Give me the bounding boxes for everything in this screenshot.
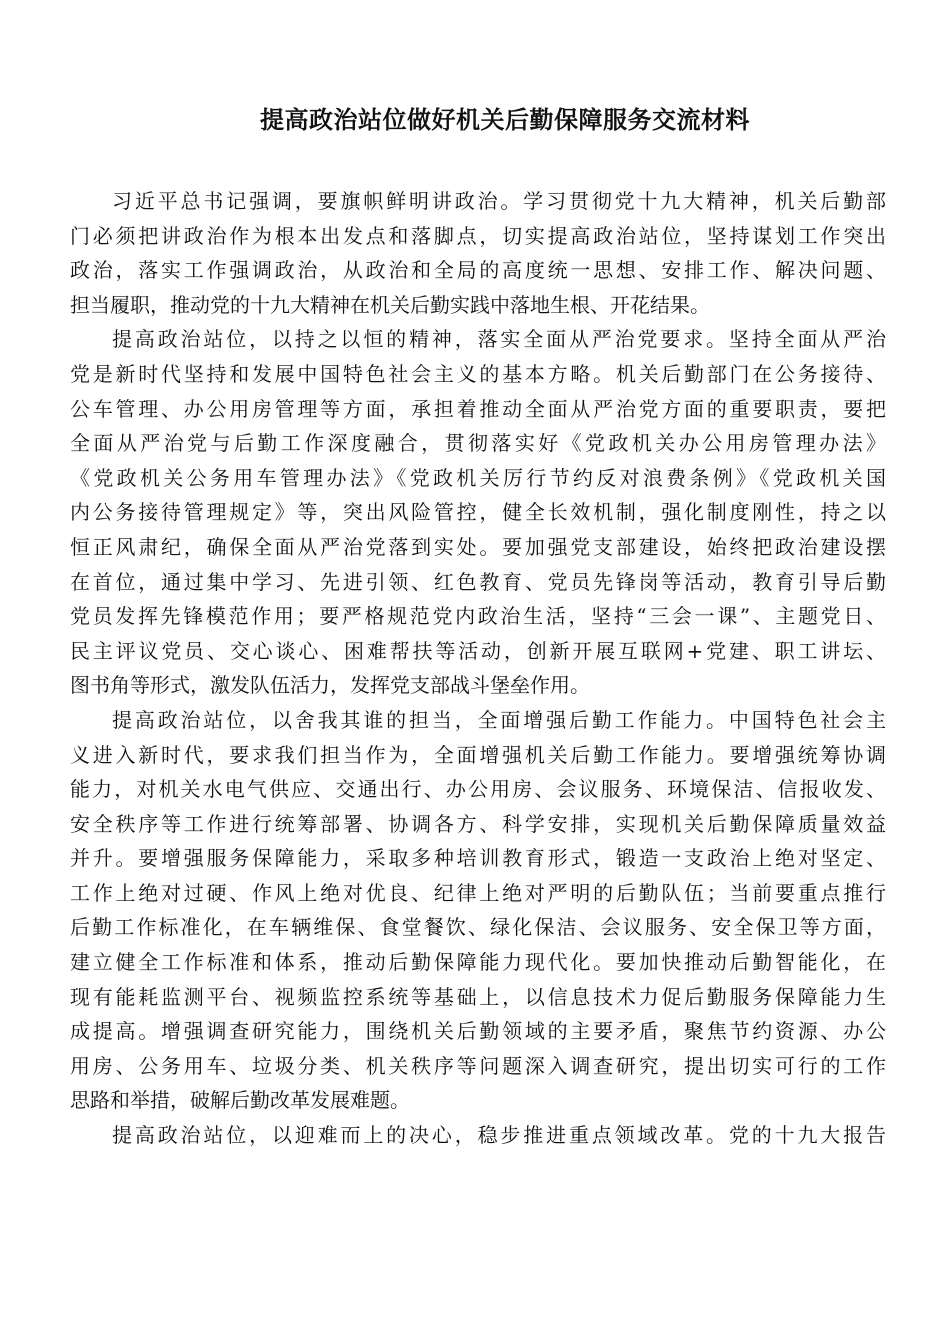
text-line: 《党政机关公务用车管理办法》《党政机关厉行节约反对浪费条例》《党政机关国 <box>70 465 886 490</box>
text-line: 提高政治站位，以迎难而上的决心，稳步推进重点领域改革。党的十九大报告 <box>112 1123 886 1148</box>
document-body <box>70 184 886 1153</box>
text-line: 现有能耗监测平台、视频监控系统等基础上，以信息技术力促后勤服务保障能力生 <box>70 984 886 1009</box>
text-line: 并升。要增强服务保障能力，采取多种培训教育形式，锻造一支政治上绝对坚定、 <box>70 846 886 871</box>
paragraph-1 <box>70 184 886 322</box>
text-line: 义进入新时代，要求我们担当作为，全面增强机关后勤工作能力。要增强统筹协调 <box>70 742 886 767</box>
paragraph-4 <box>70 1118 886 1153</box>
text-line: 政治，落实工作强调政治，从政治和全局的高度统一思想、安排工作、解决问题、 <box>70 258 886 283</box>
text-line: 习近平总书记强调，要旗帜鲜明讲政治。学习贯彻党十九大精神，机关后勤部 <box>112 189 886 213</box>
text-line: 后勤工作标准化，在车辆维保、食堂餐饮、绿化保洁、会议服务、安全保卫等方面， <box>70 915 886 940</box>
text-line: 门必须把讲政治作为根本出发点和落脚点，切实提高政治站位，坚持谋划工作突出 <box>70 223 886 248</box>
text-line: 能力，对机关水电气供应、交通出行、办公用房、会议服务、环境保洁、信报收发、 <box>70 777 886 802</box>
paragraph-3 <box>70 703 886 1118</box>
text-line: 成提高。增强调查研究能力，围绕机关后勤领域的主要矛盾，聚焦节约资源、办公 <box>70 1019 886 1044</box>
text-line: 图书角等形式，激发队伍活力，发挥党支部战斗堡垒作用。 <box>70 673 590 698</box>
text-line: 民主评议党员、交心谈心、困难帮扶等活动，创新开展互联网+党建、职工讲坛、 <box>70 638 886 663</box>
text-line: 党是新时代坚持和发展中国特色社会主义的基本方略。机关后勤部门在公务接待、 <box>70 361 886 386</box>
text-line: 在首位，通过集中学习、先进引领、红色教育、党员先锋岗等活动，教育引导后勤 <box>70 569 886 594</box>
text-line: 提高政治站位，以舍我其谁的担当，全面增强后勤工作能力。中国特色社会主 <box>112 707 886 732</box>
text-line: 恒正风肃纪，确保全面从严治党落到实处。要加强党支部建设，始终把政治建设摆 <box>70 534 886 559</box>
text-line: 公车管理、办公用房管理等方面，承担着推动全面从严治党方面的重要职责，要把 <box>70 396 886 421</box>
text-line: 提高政治站位，以持之以恒的精神，落实全面从严治党要求。坚持全面从严治 <box>112 327 886 352</box>
text-line: 用房、公务用车、垃圾分类、机关秩序等问题深入调查研究，提出切实可行的工作 <box>70 1053 886 1078</box>
text-line: 工作上绝对过硬、作风上绝对优良、纪律上绝对严明的后勤队伍；当前要重点推行 <box>70 880 886 905</box>
text-line: 全面从严治党与后勤工作深度融合，贯彻落实好《党政机关办公用房管理办法》 <box>70 431 886 456</box>
text-line: 担当履职，推动党的十九大精神在机关后勤实践中落地生根、开花结果。 <box>70 292 710 317</box>
text-line: 建立健全工作标准和体系，推动后勤保障能力现代化。要加快推动后勤智能化，在 <box>70 950 886 975</box>
text-line: 内公务接待管理规定》等，突出风险管控，健全长效机制，强化制度刚性，持之以 <box>70 500 886 525</box>
document-title: 提高政治站位做好机关后勤保障服务交流材料 <box>260 105 750 134</box>
text-line: 党员发挥先锋模范作用；要严格规范党内政治生活，坚持“三会一课”、主题党日、 <box>70 604 886 629</box>
text-line: 安全秩序等工作进行统筹部署、协调各方、科学安排，实现机关后勤保障质量效益 <box>70 811 886 836</box>
paragraph-2 <box>70 322 886 703</box>
text-line: 思路和举措，破解后勤改革发展难题。 <box>70 1088 410 1113</box>
